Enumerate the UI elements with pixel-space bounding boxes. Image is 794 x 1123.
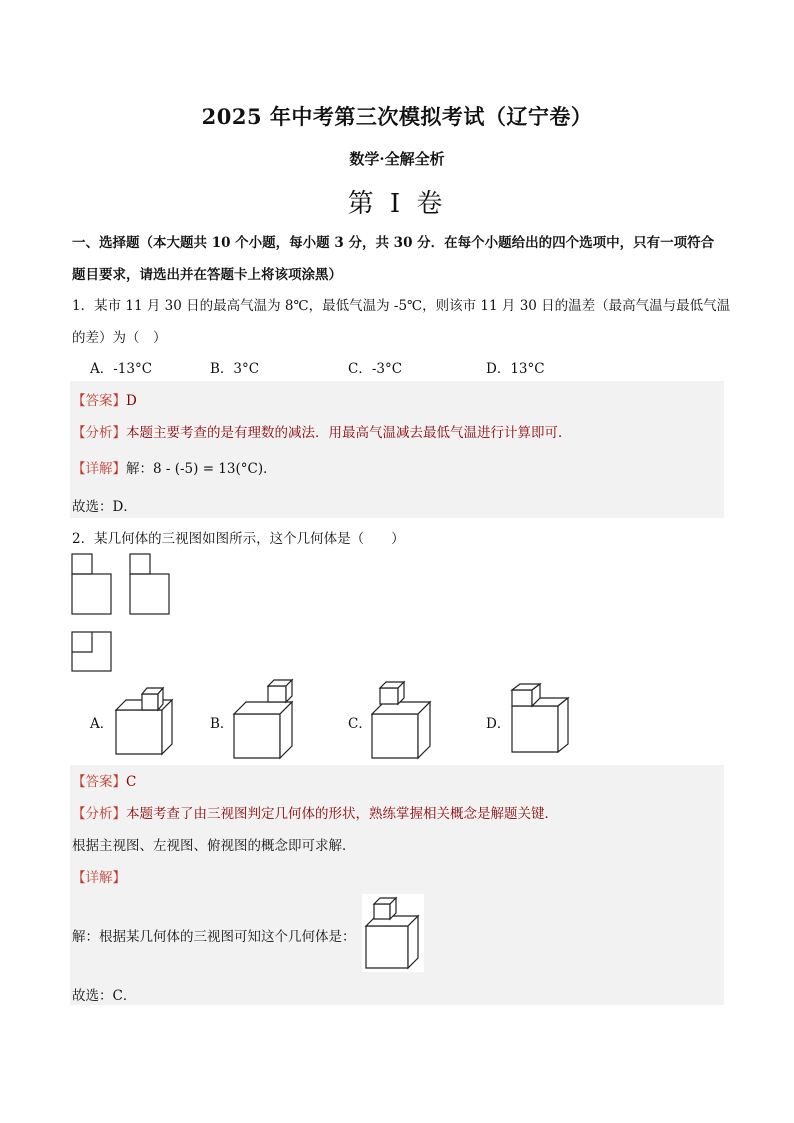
- q1-option-b: B．3°C: [210, 361, 260, 377]
- q1-option-d: D．13°C: [486, 361, 545, 377]
- document-title: 2025 年中考第三次模拟考试（辽宁卷）: [201, 104, 593, 129]
- q2-option-a-label: A．: [90, 716, 114, 732]
- q2-stem: 2．某几何体的三视图如图所示，这个几何体是（ ）: [72, 531, 405, 547]
- front-view: [72, 554, 111, 614]
- volume-heading: 第 I 卷: [347, 189, 447, 219]
- q2-option-c-solid: [368, 678, 438, 762]
- q1-analysis-text: 本题主要考查的是有理数的减法．用最高气温减去最低气温进行计算即可．: [126, 425, 572, 441]
- section-instructions-line1: 一、选择题（本大题共 10 个小题，每小题 3 分，共 30 分．在每个小题给出的四个选项中，只有一项符合: [72, 235, 715, 251]
- q2-analysis-text: 本题考查了由三视图判定几何体的形状，熟练掌握相关概念是解题关键．: [126, 806, 558, 822]
- q2-answer-tag: 【答案】: [72, 774, 126, 790]
- q2-option-d-solid: [508, 682, 578, 758]
- q2-detail-solid: [362, 894, 424, 972]
- q1-detail-line: [72, 457, 277, 477]
- q1-solution-block: [70, 381, 724, 518]
- q2-answer-line: [72, 770, 136, 790]
- q2-analysis-tag: 【分析】: [72, 806, 126, 822]
- section-instructions-line2: 题目要求，请选出并在答题卡上将该项涂黑）: [72, 267, 342, 283]
- q1-analysis-line: [72, 421, 572, 441]
- top-view: [72, 632, 111, 671]
- q2-answer-value: C: [126, 774, 137, 790]
- q1-stem-line2: 的差）为（ ）: [72, 330, 167, 346]
- q2-option-c-label: C．: [348, 716, 372, 732]
- q1-answer-tag: 【答案】: [72, 393, 126, 409]
- q1-option-c: C．-3°C: [348, 361, 403, 377]
- q1-option-a: A．-13°C: [90, 361, 153, 377]
- q1-answer-value: D: [126, 393, 137, 409]
- left-view: [130, 554, 169, 614]
- q2-option-d-label: D．: [486, 716, 511, 732]
- q2-three-views-figure: [70, 552, 180, 677]
- q2-detail-tag: 【详解】: [72, 870, 126, 886]
- q2-option-a-solid: [112, 684, 182, 760]
- document-subtitle: 数学·全解全析: [349, 150, 445, 168]
- q2-analysis-line2: 根据主视图、左视图、俯视图的概念即可求解．: [72, 838, 356, 854]
- q2-detail-tag-line: [72, 866, 126, 886]
- q1-detail-text: 解：8 - (-5) = 13(°C)．: [126, 461, 277, 477]
- q1-stem-line1: 1．某市 11 月 30 日的最高气温为 8℃，最低气温为 -5℃，则该市 11 月 30 日的温差（最高气温与最低气温: [72, 298, 731, 314]
- q2-choose-line: 故选：C．: [72, 988, 137, 1004]
- q2-option-b-label: B．: [210, 716, 234, 732]
- q2-option-b-solid: [230, 678, 300, 762]
- q2-analysis-line: [72, 802, 558, 822]
- q1-detail-tag: 【详解】: [72, 461, 126, 477]
- q1-answer-line: [72, 389, 137, 409]
- q1-choose-line: 故选：D．: [72, 499, 137, 515]
- q2-detail-text: 解：根据某几何体的三视图可知这个几何体是：: [72, 929, 356, 945]
- q1-analysis-tag: 【分析】: [72, 425, 126, 441]
